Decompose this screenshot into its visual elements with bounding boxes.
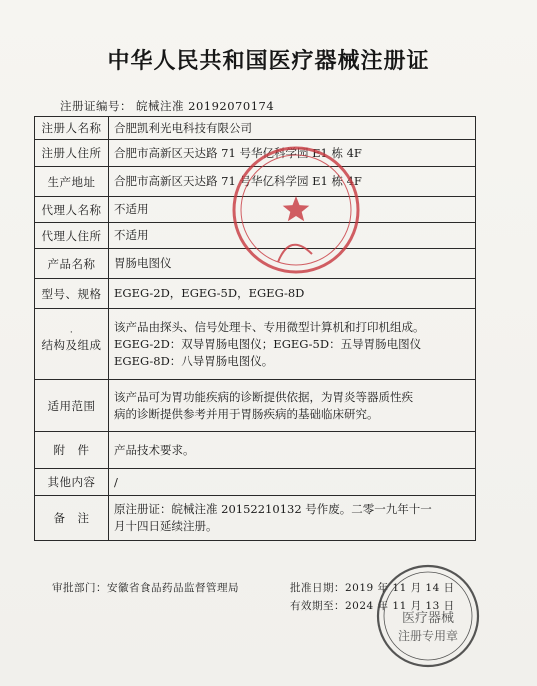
row-key: 代理人名称 <box>35 197 109 223</box>
value-line: 病的诊断提供参考并用于胃肠疾病的基础临床研究。 <box>114 406 379 421</box>
row-product-name <box>35 249 476 279</box>
value-line: 月十四日延续注册。 <box>114 519 218 533</box>
registration-number-label: 注册证编号： <box>60 99 132 113</box>
valid-until-label: 有效期至： <box>290 600 345 612</box>
document-title: 中华人民共和国医疗器械注册证 <box>107 49 430 74</box>
row-key: 生产地址 <box>35 167 109 197</box>
row-other <box>35 469 476 496</box>
row-agent-address <box>35 223 476 249</box>
approval-date <box>290 580 455 595</box>
row-registrant-address <box>35 140 476 167</box>
row-structure <box>35 309 476 380</box>
row-key-text: 结构及组成 <box>41 338 102 352</box>
row-value: 合肥凯利光电科技有限公司 <box>109 117 476 140</box>
valid-until-value: 2024 年 11 月 13 日 <box>345 600 455 612</box>
valid-until <box>290 598 455 613</box>
registration-seal-icon <box>372 560 484 672</box>
row-attachment <box>35 432 476 469</box>
approval-date-value: 2019 年 11 月 14 日 <box>345 582 455 594</box>
row-value <box>109 496 476 541</box>
row-registrant-name <box>35 117 476 140</box>
row-value: 不适用 <box>109 223 476 249</box>
approval-date-label: 批准日期： <box>290 582 345 594</box>
decorative-dot: · <box>69 328 74 338</box>
row-value: / <box>109 469 476 496</box>
approval-department-value: 安徽省食品药品监督管理局 <box>107 582 239 594</box>
value-line: 该产品可为胃功能疾病的诊断提供依据，为胃炎等器质性疾 <box>114 389 413 404</box>
row-key <box>35 309 109 380</box>
value-line: EGEG-2D：双导胃肠电图仪；EGEG-5D：五导胃肠电图仪 <box>114 336 422 351</box>
row-model-spec <box>35 279 476 309</box>
row-key: 代理人住所 <box>35 223 109 249</box>
row-key: 型号、规格 <box>35 279 109 309</box>
row-value: 产品技术要求。 <box>109 432 476 469</box>
row-key: 附 件 <box>35 432 109 469</box>
value-line: EGEG-8D：八导胃肠电图仪。 <box>114 353 274 368</box>
seal-text-line2: 注册专用章 <box>397 629 459 643</box>
value-line: 原注册证：皖械注准 20152210132 号作废。二零一九年十一 <box>114 502 432 516</box>
registration-number-value: 皖械注准 20192070174 <box>136 99 275 113</box>
row-key: 注册人名称 <box>35 117 109 140</box>
row-scope <box>35 380 476 432</box>
row-value: EGEG-2D，EGEG-5D，EGEG-8D <box>109 279 476 309</box>
registration-number-line <box>60 98 274 114</box>
row-value <box>109 309 476 380</box>
row-key: 适用范围 <box>35 380 109 432</box>
row-key: 注册人住所 <box>35 140 109 167</box>
row-value: 胃肠电图仪 <box>109 249 476 279</box>
row-production-address <box>35 167 476 197</box>
row-remarks <box>35 496 476 541</box>
row-key: 其他内容 <box>35 469 109 496</box>
approval-department <box>52 580 239 595</box>
row-agent-name <box>35 197 476 223</box>
row-value: 合肥市高新区天达路 71 号华亿科学园 E1 栋 4F <box>109 167 476 197</box>
row-value <box>109 380 476 432</box>
value-line: 该产品由探头、信号处理卡、专用微型计算机和打印机组成。 <box>114 319 425 334</box>
row-key: 产品名称 <box>35 249 109 279</box>
row-key: 备 注 <box>35 496 109 541</box>
row-value: 合肥市高新区天达路 71 号华亿科学园 E1 栋 4F <box>109 140 476 167</box>
seal-text-line1: 医疗器械 <box>401 611 455 626</box>
row-value: 不适用 <box>109 197 476 223</box>
certificate-table <box>34 116 476 541</box>
approval-department-label: 审批部门： <box>52 582 107 594</box>
